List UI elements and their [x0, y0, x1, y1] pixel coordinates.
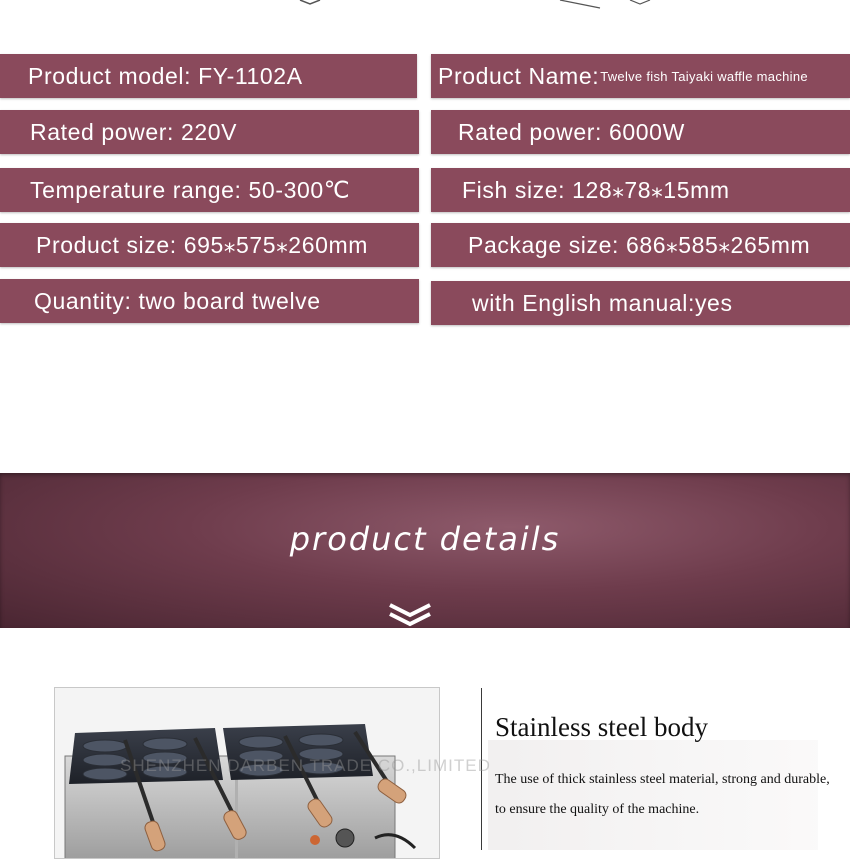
spec-rated-power-wattage — [431, 110, 850, 154]
watermark: SHENZHEN DARBEN TRADE CO.,LIMITED — [120, 756, 491, 775]
spec-value: 6000W — [609, 118, 685, 145]
spec-package-size — [431, 223, 850, 267]
spec-temperature-range — [0, 168, 419, 212]
spec-label: Rated power: — [30, 118, 174, 145]
spec-value: two board twelve — [138, 287, 321, 314]
top-image-fragment — [290, 0, 670, 14]
spec-value: 686⁎585⁎265mm — [626, 231, 811, 258]
spec-rated-power-voltage — [0, 110, 419, 154]
spec-label: Quantity: — [34, 287, 132, 314]
text-background — [488, 740, 818, 850]
spec-value: yes — [694, 289, 733, 316]
spec-label: with English manual: — [472, 289, 695, 316]
spec-value: 50-300℃ — [248, 176, 351, 203]
spec-label: Product Name: — [438, 62, 600, 89]
spec-label: Rated power: — [458, 118, 602, 145]
spec-value: 220V — [181, 118, 238, 145]
spec-label: Package size: — [468, 231, 619, 258]
spec-english-manual — [431, 281, 850, 325]
spec-label: Temperature range: — [30, 176, 242, 203]
spec-value: Twelve fish Taiyaki waffle machine — [600, 68, 808, 84]
spec-value: 128⁎78⁎15mm — [572, 176, 730, 203]
spec-label: Product model: — [28, 62, 192, 89]
double-chevron-down-icon — [386, 602, 434, 628]
spec-fish-size — [431, 168, 850, 212]
spec-product-model — [0, 54, 417, 98]
section-heading: Stainless steel body — [495, 712, 708, 742]
spec-label: Product size: — [36, 231, 177, 258]
description-line-2: to ensure the quality of the machine. — [495, 802, 700, 817]
spec-label: Fish size: — [462, 176, 566, 203]
spec-quantity — [0, 279, 419, 323]
spec-product-size — [0, 223, 419, 267]
spec-product-name — [431, 54, 850, 98]
banner-title: product details — [289, 520, 561, 558]
spec-value: FY-1102A — [198, 62, 303, 89]
description-line-1: The use of thick stainless steel material, strong and durable, — [495, 772, 830, 787]
spec-value: 695⁎575⁎260mm — [183, 231, 368, 258]
